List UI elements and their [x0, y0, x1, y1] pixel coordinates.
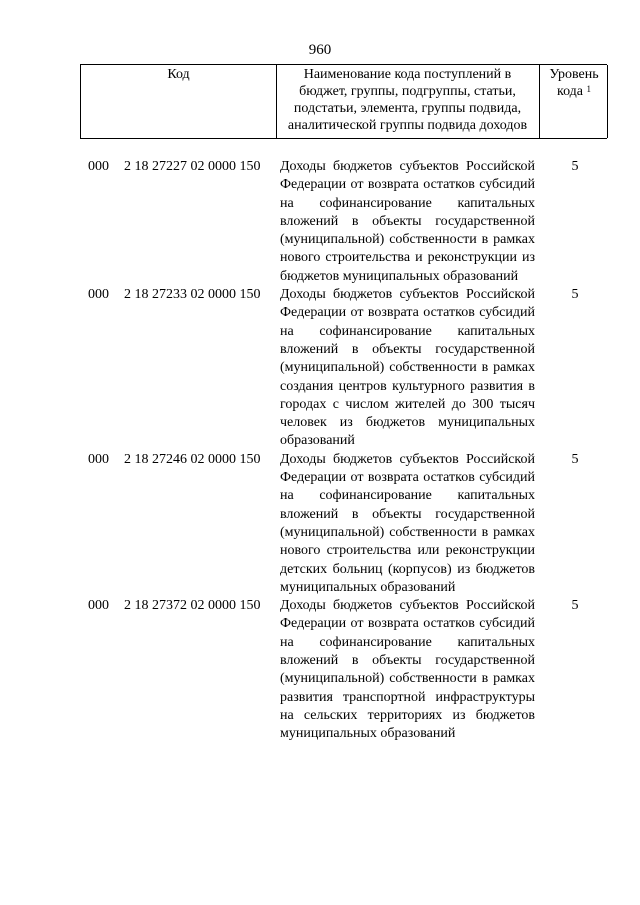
revenue-code-cell: 2 18 27246 02 0000 150 — [124, 451, 261, 467]
level-cell: 5 — [571, 159, 579, 174]
header-level-footnote: 1 — [586, 84, 592, 94]
header-level-label: Уровень кода — [549, 67, 599, 99]
admin-code-cell: 000 — [88, 287, 109, 303]
header-level — [541, 65, 608, 138]
level-cell: 5 — [571, 287, 579, 303]
table-header — [80, 64, 607, 139]
admin-code-cell: 000 — [88, 159, 109, 174]
admin-code-cell: 000 — [88, 598, 109, 614]
table-row — [80, 158, 607, 286]
header-name: Наименование кода поступлений в бюджет, группы, подгруппы, статьи, подстатьи, элемента, группы подвида, аналитической группы подвида доходов — [276, 65, 540, 138]
revenue-code-cell: 2 18 27372 02 0000 150 — [124, 598, 261, 614]
revenue-name-cell: Доходы бюджетов субъектов Российской Федерации от возврата остатков субсидий на софинансирование капитальных вложений в объекты государственной (муниципальной) собственности в рамках создания центров культурного развития в городах с числом жителей до 300 тысяч человек из бюджетов муниципальных образований — [280, 287, 535, 449]
revenue-name-cell: Доходы бюджетов субъектов Российской Федерации от возврата остатков субсидий на софинансирование капитальных вложений в объекты государственной (муниципальной) собственности в рамках развития транспортной инфраструктуры на сельских территориях из бюджетов муниципальных образований — [280, 598, 535, 742]
level-cell: 5 — [571, 451, 579, 467]
table-row — [80, 286, 607, 451]
revenue-name-cell: Доходы бюджетов субъектов Российской Федерации от возврата остатков субсидий на софинансирование капитальных вложений в объекты государственной (муниципальной) собственности в рамках нового строительства или реконструкции детских больниц (корпусов) из бюджетов муниципальных образований — [280, 451, 535, 595]
revenue-codes-table — [80, 64, 607, 742]
revenue-name-cell: Доходы бюджетов субъектов Российской Федерации от возврата остатков субсидий на софинансирование капитальных вложений в объекты государственной (муниципальной) собственности в рамках нового строительства и реконструкции из бюджетов муниципальных образований — [280, 159, 535, 284]
level-cell: 5 — [571, 598, 579, 614]
table-body — [80, 158, 607, 744]
header-code: Код — [80, 65, 277, 138]
admin-code-cell: 000 — [88, 451, 109, 467]
table-row — [80, 451, 607, 597]
revenue-code-cell: 2 18 27227 02 0000 150 — [124, 159, 261, 174]
page-number: 960 — [308, 42, 332, 58]
table-row — [80, 597, 607, 743]
revenue-code-cell: 2 18 27233 02 0000 150 — [124, 287, 261, 303]
